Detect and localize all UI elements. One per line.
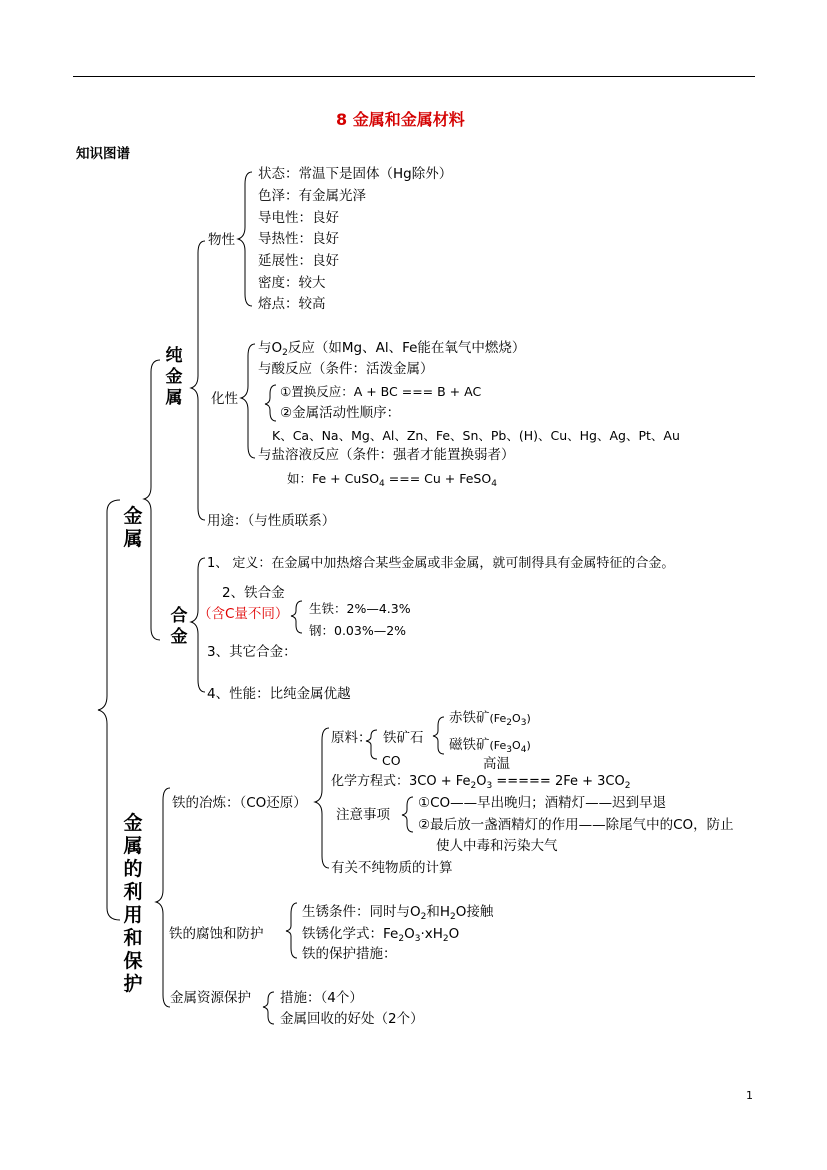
smelt-note-1: ①CO——早出晚归；酒精灯——迟到早退 <box>418 795 667 811</box>
chem-activity-title: ②金属活动性顺序： <box>280 405 401 421</box>
bracket-physical <box>238 172 252 306</box>
physical-item: 导热性：良好 <box>258 231 339 247</box>
smelt-notes: 注意事项 <box>336 807 390 823</box>
smelt-hematite: 赤铁矿$(Fe_2O_3)$ <box>449 710 531 728</box>
node-use-protect: 金属的利用和保护 <box>123 812 143 995</box>
resource-recycle: 金属回收的好处（2个） <box>280 1011 424 1027</box>
bracket-notes <box>402 797 413 832</box>
corrosion-rust: 生锈条件：同时与$O_2$和$H_2O$接触 <box>302 904 494 922</box>
alloy-definition: 1、 定义：在金属中加热熔合某些金属或非金属，就可制得具有金属特征的合金。 <box>207 556 675 571</box>
smelt-materials: 原料： <box>331 730 372 746</box>
node-physical: 物性 <box>208 232 235 248</box>
physical-item: 状态：常温下是固体（Hg除外） <box>258 166 453 182</box>
chem-example: 如：Fe + CuSO$_4$ === Cu + FeSO$_4$ <box>287 471 497 489</box>
node-alloy: 合金 <box>170 606 188 647</box>
physical-item: 延展性：良好 <box>258 253 339 269</box>
alloy-other: 3、其它合金： <box>207 644 297 660</box>
chem-acid: 与酸反应（条件：活泼金属） <box>258 361 434 377</box>
smelt-note-2b: 使人中毒和污染大气 <box>436 838 558 854</box>
node-corrosion: 铁的腐蚀和防护 <box>169 926 264 942</box>
alloy-pig-iron: 生铁：2%—4.3% <box>309 601 411 616</box>
bracket-root <box>98 500 120 920</box>
page-number: 1 <box>746 1089 753 1102</box>
node-resource: 金属资源保护 <box>170 990 251 1006</box>
corrosion-protect: 铁的保护措施： <box>302 946 397 962</box>
chem-o2: 与$O_2$反应（如Mg、Al、Fe能在氧气中燃烧） <box>258 340 526 358</box>
chem-activity-series: K、Ca、Na、Mg、Al、Zn、Fe、Sn、Pb、(H)、Cu、Hg、Ag、Pt、Au <box>272 428 680 443</box>
physical-item: 密度：较大 <box>258 275 326 291</box>
smelt-calc: 有关不纯物质的计算 <box>331 860 453 876</box>
bracket-use <box>156 788 170 1007</box>
bracket-corrosion <box>286 903 297 958</box>
corrosion-formula: 铁锈化学式：$Fe_2O_3\cdot xH_2O$ <box>302 926 460 944</box>
physical-item: 色泽：有金属光泽 <box>258 188 366 204</box>
bracket-acid <box>265 385 276 421</box>
smelt-note-2a: ②最后放一盏酒精灯的作用——除尾气中的CO，防止 <box>418 817 734 833</box>
bracket-smelting <box>315 728 329 868</box>
bracket-resource <box>263 992 274 1024</box>
bracket-chemical <box>241 344 255 458</box>
smelt-magnetite: 磁铁矿$(Fe_3O_4)$ <box>449 737 531 755</box>
smelt-equation: 化学方程式：$3CO + Fe_2O_3$ ===== $2Fe + 3CO_2$ <box>331 774 631 791</box>
smelt-iron-ore: 铁矿石 <box>383 730 424 746</box>
bracket-iron-alloy <box>291 601 302 633</box>
node-pure-metal: 纯金属 <box>165 346 183 408</box>
alloy-carbon-note: （含C量不同） <box>198 606 289 622</box>
alloy-steel: 钢：0.03%—2% <box>309 623 407 638</box>
bracket-pure <box>191 241 205 520</box>
bracket-alloy <box>191 558 205 692</box>
chem-displace: ①置换反应：A + BC === B + AC <box>280 384 482 399</box>
resource-measures: 措施：（4个） <box>280 990 363 1006</box>
bracket-ore <box>433 717 444 754</box>
smelt-condition: 高温 <box>483 756 510 772</box>
smelt-co: CO <box>382 753 401 768</box>
physical-item: 导电性：良好 <box>258 210 339 226</box>
section-heading: 知识图谱 <box>76 146 130 162</box>
chem-salt: 与盐溶液反应（条件：强者才能置换弱者） <box>258 447 515 463</box>
page-title: 8 金属和金属材料 <box>336 110 465 129</box>
node-chemical: 化性 <box>211 391 238 407</box>
node-metal: 金属 <box>123 505 143 550</box>
bracket-metal <box>144 360 160 640</box>
alloy-iron: 2、铁合金 <box>222 585 285 601</box>
alloy-property: 4、性能：比纯金属优越 <box>207 686 351 702</box>
physical-item: 熔点：较高 <box>258 296 326 312</box>
node-smelting: 铁的冶炼：（CO还原） <box>172 795 307 811</box>
node-use: 用途：（与性质联系） <box>207 513 336 529</box>
